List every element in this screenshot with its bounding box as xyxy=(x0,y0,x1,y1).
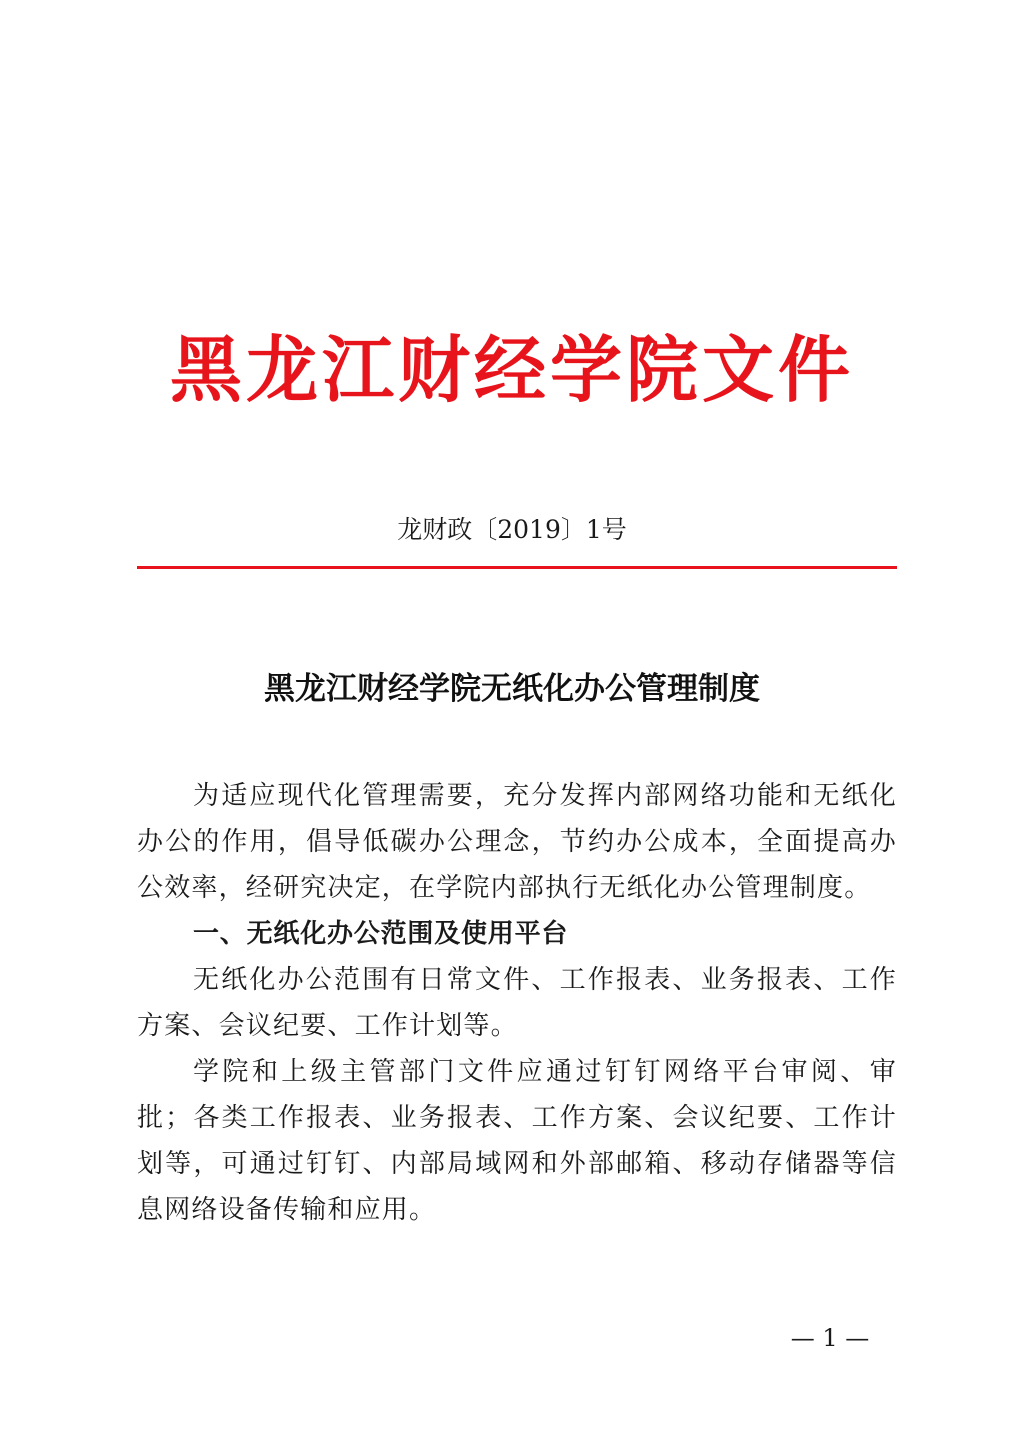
issuing-authority-title: 黑龙江财经学院文件 xyxy=(169,327,854,412)
document-title: 黑龙江财经学院无纸化办公管理制度 xyxy=(264,671,760,707)
page-number: — 1 — xyxy=(790,1324,870,1352)
document-body xyxy=(137,773,897,1233)
section-heading-1: 一、无纸化办公范围及使用平台 xyxy=(193,919,569,949)
body-paragraph-platforms: 学院和上级主管部门文件应通过钉钉网络平台审阅、审批；各类工作报表、业务报表、工作方案、会议纪要、工作计划等，可通过钉钉、内部局域网和外部邮箱、移动存储器等信息网络设备传输和应用。 xyxy=(137,1057,897,1225)
document-number: 龙财政〔2019〕1号 xyxy=(397,515,627,544)
red-separator-line xyxy=(137,566,897,569)
body-paragraph-scope: 无纸化办公范围有日常文件、工作报表、业务报表、工作方案、会议纪要、工作计划等。 xyxy=(137,965,897,1041)
body-paragraph-intro: 为适应现代化管理需要，充分发挥内部网络功能和无纸化办公的作用，倡导低碳办公理念，节约办公成本，全面提高办公效率，经研究决定，在学院内部执行无纸化办公管理制度。 xyxy=(137,781,897,903)
